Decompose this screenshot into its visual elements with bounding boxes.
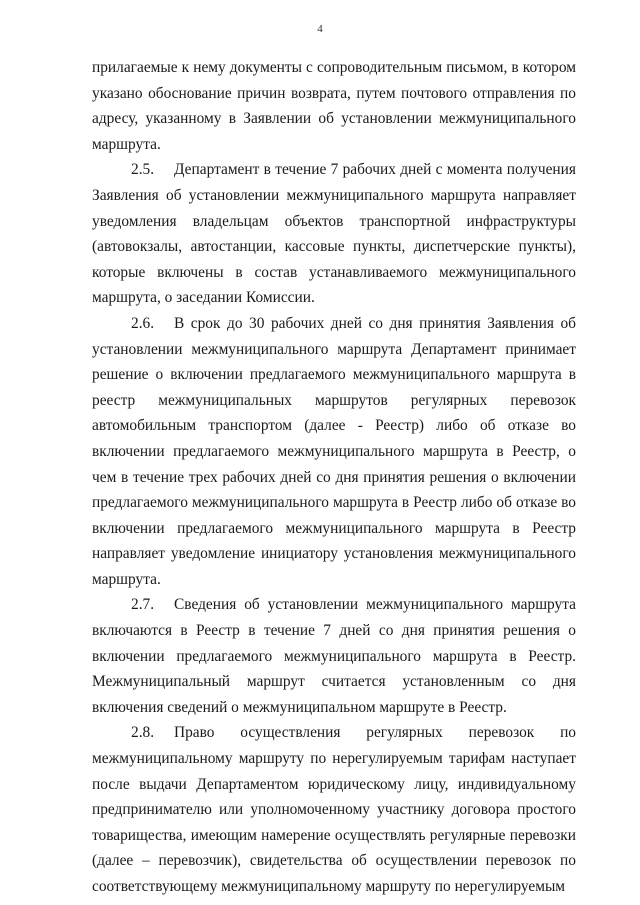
paragraph-number: 2.6. bbox=[131, 314, 155, 332]
paragraph-2-7 bbox=[92, 592, 576, 720]
paragraph-text: В срок до 30 рабочих дней со дня принятия Заявления об установлении межмуниципального маршрута Департамент принимает решение о включении предлагаемого межмуниципального маршрута в реестр межмуниципальных маршрутов регулярных перевозок автомобильным транспортом (далее - Реестр) либо об отказе во включении предлагаемого межмуниципального маршрута в Реестр, о чем в течение трех рабочих дней со дня принятия решения о включении предлагаемого межмуниципального маршрута в Реестр либо об отказе во включении предлагаемого межмуниципального маршрута в Реестр направляет уведомление инициатору установления межмуниципального маршрута. bbox=[92, 314, 576, 588]
paragraph-text: Департамент в течение 7 рабочих дней с момента получения Заявления об установлении межмуниципального маршрута направляет уведомления владельцам объектов транспортной инфраструктуры (автовокзалы, автостанции, кассовые пункты, диспетчерские пункты), которые включены в состав устанавливаемого межмуниципального маршрута, о заседании Комиссии. bbox=[92, 161, 576, 307]
paragraph-text: Право осуществления регулярных перевозок по межмуниципальному маршруту по нерегулируемым тарифам наступает после выдачи Департаментом юридическому лицу, индивидуальному предпринимателю или уполномоченному участнику договора простого товарищества, имеющим намерение осуществлять регулярные перевозки (далее – перевозчик), свидетельства об осуществлении перевозок по соответствующему межмуниципальному маршруту по нерегулируемым bbox=[92, 724, 576, 895]
page-number: 4 bbox=[317, 23, 323, 35]
paragraph-continuation bbox=[92, 55, 576, 157]
paragraph-text: Сведения об установлении межмуниципального маршрута включаются в Реестр в течение 7 дней со дня принятия решения о включении предлагаемого межмуниципального маршрута в Реестр. Межмуниципальный маршрут считается установленным со дня включения сведений о межмуниципальном маршруте в Реестр. bbox=[92, 596, 576, 716]
document-body bbox=[92, 55, 576, 900]
paragraph-number: 2.8. bbox=[131, 724, 155, 742]
paragraph-number: 2.7. bbox=[131, 596, 155, 614]
paragraph-2-8 bbox=[92, 720, 576, 899]
paragraph-2-5 bbox=[92, 157, 576, 311]
paragraph-number: 2.5. bbox=[131, 161, 155, 179]
paragraph-2-6 bbox=[92, 311, 576, 593]
paragraph-text: прилагаемые к нему документы с сопроводительным письмом, в котором указано обоснование причин возврата, путем почтового отправления по адресу, указанному в Заявлении об установлении межмуниципального маршрута. bbox=[92, 59, 576, 153]
